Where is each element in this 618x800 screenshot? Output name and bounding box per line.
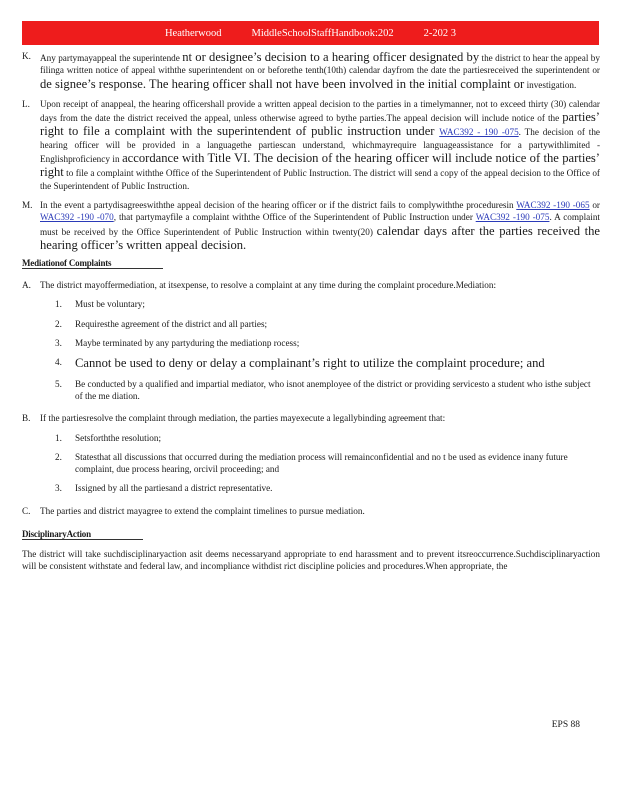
document-body	[22, 50, 600, 573]
item-marker: A.	[22, 280, 31, 291]
item-marker: B.	[22, 413, 31, 424]
list-marker: 3.	[55, 483, 62, 494]
item-m-or: or	[589, 199, 600, 210]
list-item	[55, 432, 600, 444]
list-marker: 1.	[55, 299, 62, 310]
header-year: 2-202 3	[423, 27, 457, 39]
list-item	[55, 318, 600, 330]
item-m	[22, 199, 600, 252]
item-mediation-b	[22, 412, 600, 424]
item-m-text-3: . A complaint must be received by the Office Superintendent of Public Instruction within twenty(20)	[40, 212, 600, 237]
list-item	[55, 356, 600, 370]
list-item	[55, 482, 600, 494]
header-bar	[22, 21, 599, 45]
list-text: Requiresthe agreement of the district and all parties;	[75, 318, 268, 329]
list-item	[55, 337, 600, 349]
wac-link[interactable]: WAC392 -190 -075	[475, 212, 550, 223]
list-text: Maybe terminated by any partyduring the mediationp rocess;	[75, 338, 300, 349]
item-k	[22, 50, 600, 91]
wac-link[interactable]: WAC392 -190 -065	[516, 199, 590, 210]
header-handbook-title: MiddleSchoolStaffHandbook:202	[251, 27, 394, 39]
list-marker: 4.	[55, 357, 62, 368]
item-l-text-2: parties’ right to file a complaint with the superintendent of public instruction under	[40, 110, 600, 139]
item-l-text-3: . The decision of the hearing officer will be provided in a languagethe partiescan understand, whichmayrequire languageassistance for a partywithlimited -Englishproficiency in	[40, 127, 600, 165]
page-number: EPS 88	[551, 720, 580, 730]
item-l-text-4: accordance with Title VI. The decision of the hearing officer will include notice of the parties’ right	[40, 151, 600, 180]
item-marker: L.	[22, 98, 30, 109]
item-k-text-4: de signee’s response. The hearing officer shall not have been involved in the initial complaint or	[40, 76, 525, 91]
list-marker: 5.	[55, 378, 62, 389]
list-text: Must be voluntary;	[75, 299, 145, 310]
item-k-text-2: nt or designee’s decision to a hearing officer designated by	[182, 50, 480, 64]
item-marker: K.	[22, 51, 31, 61]
item-m-text-4: calendar days after the parties received the hearing officer’s written appeal decision.	[40, 223, 600, 252]
item-k-text-3: the district to hear the appeal by filinga written notice of appeal withthe superintendent on or beforethe tenth(10th) calendar dayfrom the date the partiesreceived the superintendent or	[40, 53, 600, 76]
item-text: The parties and district mayagree to extend the complaint timelines to pursue mediation.	[40, 505, 365, 516]
list-text: Statesthat all discussions that occurred during the mediation process will remainconfidential and no t be used as evidence inany future complaint, due process hearing, orcivil proceeding; and	[75, 451, 568, 475]
item-text: The district mayoffermediation, at itsexpense, to resolve a complaint at any time during the complaint procedure.Mediation:	[40, 280, 497, 291]
wac-link[interactable]: WAC392 - 190 -075	[439, 127, 519, 138]
list-item	[55, 298, 600, 310]
item-mediation-a	[22, 279, 600, 291]
item-k-text-5: investigation.	[524, 79, 577, 90]
list-marker: 1.	[55, 432, 62, 443]
list-marker: 3.	[55, 338, 62, 349]
wac-link[interactable]: WAC392 -190 -070	[40, 212, 114, 223]
item-l-text-1: Upon receipt of anappeal, the hearing officershall provide a written appeal decision to the parties in a timelymanner, not to exceed thirty (30) calendar days from the date the district received the appeal, unless otherwise agreed to bythe parties.The appeal decision will include notice of the	[40, 98, 600, 124]
item-l-text-5: to file a complaint withthe Office of the Superintendent of Public Instruction. The district will send a copy of the appeal decision to the Office of the Superintendent of Public Instruction.	[40, 168, 600, 191]
item-mediation-c	[22, 505, 600, 517]
list-marker: 2.	[55, 318, 62, 329]
item-m-text-1: In the event a partydisagreeswiththe appeal decision of the hearing officer or if the district fails to complywiththe proceduresin	[40, 199, 517, 210]
list-marker: 2.	[55, 451, 62, 462]
section-heading-mediation: Mediationof Complaints	[22, 258, 163, 269]
list-text: Be conducted by a qualified and impartial mediator, who isnot anemployee of the district or providing servicesto a student who isthe subject of the me diation.	[75, 378, 591, 401]
item-k-text-1: Any partymayappeal the superintende	[40, 53, 183, 63]
list-item	[55, 378, 600, 403]
header-school: Heatherwood	[164, 27, 222, 39]
list-text: Setsforththe resolution;	[75, 432, 161, 443]
item-text: If the partiesresolve the complaint through mediation, the parties mayexecute a legallybinding agreement that:	[40, 413, 446, 424]
item-marker: M.	[22, 199, 33, 210]
list-text: Issigned by all the partiesand a district representative.	[75, 483, 273, 494]
item-l	[22, 98, 600, 192]
item-marker: C.	[22, 505, 31, 516]
list-item	[55, 451, 600, 476]
section-heading-disciplinary: DisciplinaryAction	[22, 529, 143, 540]
disciplinary-paragraph: The district will take suchdisciplinaryaction asit deems necessaryand appropriate to end harassment and to prevent itsreoccurrence.Suchdisciplinaryaction will be consistent withstate and federal law, and incompliance withdist rict discipline policies and procedures.When appropriate, the	[22, 549, 600, 572]
list-text: Cannot be used to deny or delay a complainant’s right to utilize the complaint procedure; and	[75, 356, 545, 371]
item-m-text-2: , that partymayfile a complaint withthe Office of the Superintendent of Public Instruction under	[113, 212, 476, 223]
